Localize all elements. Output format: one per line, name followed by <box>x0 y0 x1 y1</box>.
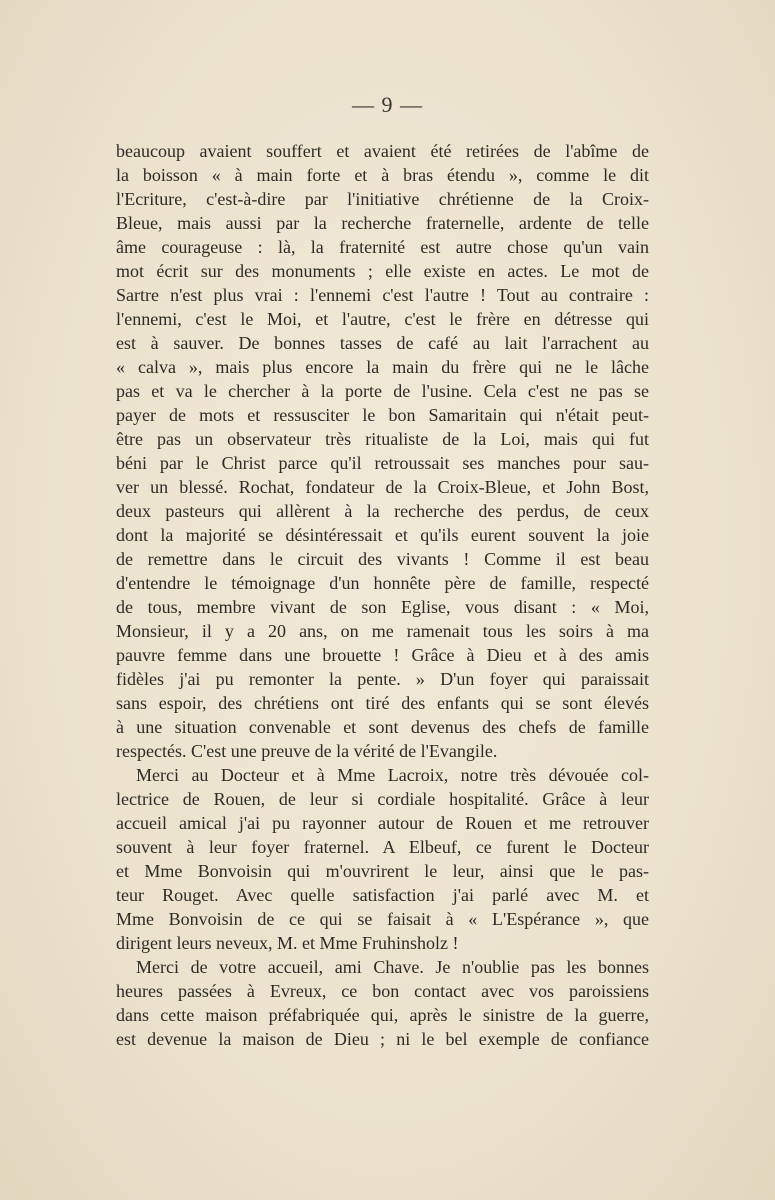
text-line: dirigent leurs neveux, M. et Mme Fruhinsholz ! <box>116 933 459 953</box>
text-line: dont la majorité se désintéressait et qu'ils eurent souvent la joie <box>116 525 649 545</box>
text-line: Bleue, mais aussi par la recherche fraternelle, ardente de telle <box>116 213 649 233</box>
text-line: fidèles j'ai pu remonter la pente. » D'un foyer qui paraissait <box>116 669 649 689</box>
text-line: la boisson « à main forte et à bras étendu », comme le dit <box>116 165 649 185</box>
text-line: l'ennemi, c'est le Moi, et l'autre, c'est le frère en détresse qui <box>116 309 649 329</box>
text-line: pauvre femme dans une brouette ! Grâce à Dieu et à des amis <box>116 645 649 665</box>
text-line: mot écrit sur des monuments ; elle existe en actes. Le mot de <box>116 261 649 281</box>
text-line: Sartre n'est plus vrai : l'ennemi c'est l'autre ! Tout au contraire : <box>116 285 649 305</box>
text-line: ver un blessé. Rochat, fondateur de la Croix-Bleue, et John Bost, <box>116 477 649 497</box>
text-line: dans cette maison préfabriquée qui, après le sinistre de la guerre, <box>116 1005 649 1025</box>
text-line: Monsieur, il y a 20 ans, on me ramenait tous les soirs à ma <box>116 621 649 641</box>
text-line: beaucoup avaient souffert et avaient été retirées de l'abîme de <box>116 141 649 161</box>
text-line: âme courageuse : là, la fraternité est autre chose qu'un vain <box>116 237 649 257</box>
paragraph <box>116 955 649 1051</box>
text-line: sans espoir, des chrétiens ont tiré des enfants qui se sont élevés <box>116 693 649 713</box>
text-line: est devenue la maison de Dieu ; ni le bel exemple de confiance <box>116 1029 649 1049</box>
text-line: accueil amical j'ai pu rayonner autour de Rouen et me retrouver <box>116 813 649 833</box>
text-line: « calva », mais plus encore la main du frère qui ne le lâche <box>116 357 649 377</box>
text-line: Mme Bonvoisin de ce qui se faisait à « L'Espérance », que <box>116 909 649 929</box>
text-line: teur Rouget. Avec quelle satisfaction j'ai parlé avec M. et <box>116 885 649 905</box>
text-line: béni par le Christ parce qu'il retroussait ses manches pour sau- <box>116 453 649 473</box>
text-line: souvent à leur foyer fraternel. A Elbeuf, ce furent le Docteur <box>116 837 649 857</box>
text-line: payer de mots et ressusciter le bon Samaritain qui n'était peut- <box>116 405 649 425</box>
body-text <box>116 139 649 1051</box>
text-line: deux pasteurs qui allèrent à la recherche des perdus, de ceux <box>116 501 649 521</box>
paragraph <box>116 139 649 763</box>
text-line: être pas un observateur très ritualiste de la Loi, mais qui fut <box>116 429 649 449</box>
text-line: de tous, membre vivant de son Eglise, vous disant : « Moi, <box>116 597 649 617</box>
text-line: est à sauver. De bonnes tasses de café au lait l'arrachent au <box>116 333 649 353</box>
text-line: Merci de votre accueil, ami Chave. Je n'oublie pas les bonnes <box>136 957 649 977</box>
text-line: Merci au Docteur et à Mme Lacroix, notre très dévouée col- <box>136 765 649 785</box>
text-line: de remettre dans le circuit des vivants ! Comme il est beau <box>116 549 649 569</box>
text-line: l'Ecriture, c'est-à-dire par l'initiative chrétienne de la Croix- <box>116 189 649 209</box>
text-line: et Mme Bonvoisin qui m'ouvrirent le leur, ainsi que le pas- <box>116 861 649 881</box>
paragraph <box>116 763 649 955</box>
text-line: à une situation convenable et sont devenus des chefs de famille <box>116 717 649 737</box>
text-line: respectés. C'est une preuve de la vérité de l'Evangile. <box>116 741 498 761</box>
text-line: d'entendre le témoignage d'un honnête père de famille, respecté <box>116 573 649 593</box>
text-line: lectrice de Rouen, de leur si cordiale hospitalité. Grâce à leur <box>116 789 649 809</box>
text-line: pas et va le chercher à la porte de l'usine. Cela c'est ne pas se <box>116 381 649 401</box>
page-number: — 9 — <box>352 92 423 117</box>
text-line: heures passées à Evreux, ce bon contact avec vos paroissiens <box>116 981 649 1001</box>
